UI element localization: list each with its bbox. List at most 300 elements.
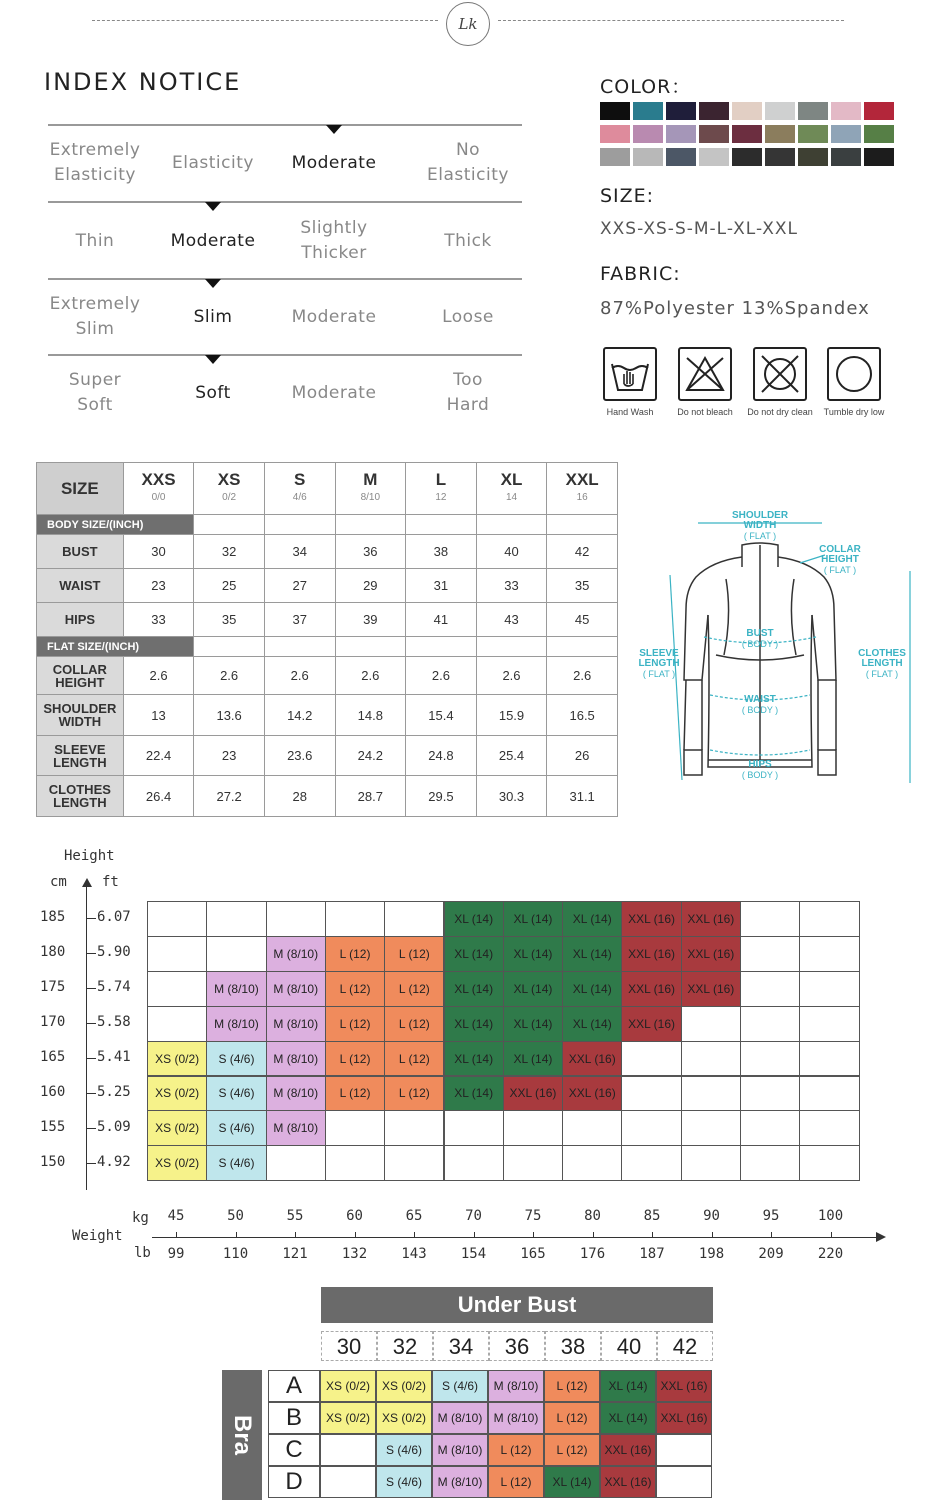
index-option: Thick [444, 230, 492, 251]
color-swatch[interactable] [633, 102, 663, 120]
size-us: 4/6 [292, 491, 307, 503]
size-grid-cell: XXL (16) [562, 1076, 622, 1112]
kg-tick-label: 65 [405, 1208, 423, 1224]
cm-tick-label: 185 [40, 909, 66, 926]
size-grid-cell [740, 936, 800, 972]
size-column-header [406, 463, 477, 515]
color-label: COLOR： [600, 76, 692, 98]
size-column-header [123, 463, 194, 515]
index-option: Moderate [291, 382, 377, 403]
height-tick [86, 1128, 96, 1129]
size-name: XXL [565, 469, 599, 489]
measure-value: 25 [194, 569, 265, 603]
color-swatch[interactable] [666, 102, 696, 120]
bra-size-cell: XL (14) [544, 1466, 600, 1498]
size-grid-cell [147, 971, 207, 1007]
index-option: Super Soft [68, 370, 122, 415]
size-grid-cell: L (12) [384, 936, 444, 972]
size-name: S [294, 469, 306, 489]
size-grid-cell: XL (14) [503, 901, 563, 937]
size-grid-cell: L (12) [325, 1041, 385, 1077]
care-label-tumble-dry: Tumble dry low [823, 407, 885, 417]
size-grid-cell: XXL (16) [681, 971, 741, 1007]
height-axis-title: Height [64, 848, 115, 864]
size-grid-cell [681, 1006, 741, 1042]
size-us: 12 [435, 491, 447, 503]
measure-value: 29.5 [406, 776, 477, 817]
color-swatch[interactable] [600, 148, 630, 166]
color-swatch[interactable] [633, 148, 663, 166]
kg-tick-label: 70 [465, 1208, 482, 1224]
color-swatches [600, 102, 896, 166]
cm-tick-label: 180 [40, 944, 66, 961]
index-option: Moderate [291, 306, 377, 327]
fabric-value: 87%Polyester 13%Spandex [600, 298, 870, 319]
size-column-header [547, 463, 618, 515]
label-clothes-length [852, 649, 912, 679]
size-grid-cell: XS (0/2) [147, 1110, 207, 1146]
bra-size-cell: L (12) [544, 1434, 600, 1466]
size-grid-cell [799, 936, 859, 972]
ft-tick-label: 5.41 [97, 1049, 131, 1066]
size-name: L [435, 469, 447, 489]
size-grid-cell [799, 971, 859, 1007]
shoulder-width-sub: ( FLAT ) [743, 531, 777, 541]
size-grid-cell: XL (14) [444, 1041, 504, 1077]
color-swatch[interactable] [798, 125, 828, 143]
size-grid-cell: L (12) [384, 1041, 444, 1077]
measure-value: 42 [547, 535, 618, 569]
measure-value: 35 [194, 603, 265, 637]
color-swatch[interactable] [831, 148, 861, 166]
index-option: Loose [442, 306, 494, 327]
top-divider-left [92, 20, 438, 21]
height-tick [86, 918, 96, 919]
color-swatch[interactable] [699, 125, 729, 143]
measure-value: 16.5 [547, 695, 618, 736]
collar-height-sub: ( FLAT ) [823, 565, 857, 575]
ft-tick-label: 5.25 [97, 1083, 131, 1100]
care-hand-wash [596, 347, 664, 417]
size-grid-cell [147, 1006, 207, 1042]
measure-value: 29 [335, 569, 406, 603]
measure-value: 45 [547, 603, 618, 637]
index-marker-icon [205, 279, 221, 288]
size-grid-cell [681, 1145, 741, 1181]
size-grid-cell [799, 1145, 859, 1181]
lb-tick-label: 154 [460, 1246, 487, 1262]
size-grid-cell [740, 971, 800, 1007]
color-swatch[interactable] [798, 148, 828, 166]
measure-value: 25.4 [476, 736, 547, 776]
size-grid-cell [621, 1041, 681, 1077]
bra-size-cell: XXL (16) [656, 1370, 712, 1402]
ft-tick-label: 5.90 [97, 944, 131, 961]
measure-value: 2.6 [476, 657, 547, 695]
measure-value: 23 [123, 569, 194, 603]
brand-logo [446, 2, 490, 46]
size-grid-cell: XL (14) [503, 971, 563, 1007]
kg-tick-label: 75 [524, 1208, 542, 1224]
weight-tick [176, 1232, 177, 1238]
size-grid-cell: XL (14) [503, 936, 563, 972]
size-grid-cell: M (8/10) [266, 1076, 326, 1112]
index-option: Elasticity [172, 152, 254, 173]
index-option: No Elasticity [427, 140, 509, 185]
sleeve-length-text: SLEEVE LENGTH [638, 648, 680, 669]
size-grid-cell: XL (14) [562, 901, 622, 937]
bust-sub: ( BODY ) [741, 639, 779, 649]
size-grid-cell [681, 1076, 741, 1112]
measure-label: CLOTHES LENGTH [37, 776, 124, 817]
ft-tick-label: 6.07 [97, 909, 131, 926]
weight-tick [236, 1232, 237, 1238]
cm-tick-label: 155 [40, 1118, 66, 1135]
lb-tick-label: 198 [698, 1246, 725, 1262]
measure-value: 28 [264, 776, 335, 817]
index-notice-title: INDEX NOTICE [44, 68, 242, 96]
measure-value: 33 [476, 569, 547, 603]
weight-tick [533, 1232, 534, 1238]
size-grid-cell: XXL (16) [681, 901, 741, 937]
label-sleeve-length [630, 649, 688, 679]
index-option: Extremely Elasticity [49, 140, 141, 185]
color-swatch[interactable] [864, 102, 894, 120]
index-option: Moderate [291, 152, 377, 173]
measure-value: 36 [335, 535, 406, 569]
size-grid-cell [384, 1145, 444, 1181]
size-grid-cell [444, 1145, 504, 1181]
bra-side-text: Bra [229, 1414, 256, 1456]
size-grid-cell: L (12) [384, 971, 444, 1007]
bust-text: BUST [746, 628, 774, 639]
kg-tick-label: 55 [286, 1208, 304, 1224]
kg-tick-label: 85 [643, 1208, 661, 1224]
bra-size-cell: L (12) [544, 1402, 600, 1434]
size-grid-cell: XL (14) [503, 1041, 563, 1077]
size-column-header [476, 463, 547, 515]
bra-size-cell [320, 1466, 376, 1498]
under-bust-value: 30 [321, 1331, 377, 1361]
size-grid-cell: XL (14) [562, 936, 622, 972]
blank-cell [406, 637, 477, 657]
label-collar-height [808, 545, 872, 575]
hand-wash-icon [603, 347, 657, 401]
weight-tick [355, 1232, 356, 1238]
measure-label: COLLAR HEIGHT [37, 657, 124, 695]
measure-value: 2.6 [335, 657, 406, 695]
color-swatch[interactable] [765, 148, 795, 166]
kg-tick-label: 90 [703, 1208, 720, 1224]
cup-label: D [268, 1466, 320, 1498]
measure-value: 37 [264, 603, 335, 637]
size-grid-cell [621, 1145, 681, 1181]
measure-value: 26 [547, 736, 618, 776]
size-grid-cell [740, 1110, 800, 1146]
clothes-length-text: CLOTHES LENGTH [858, 648, 906, 669]
measure-value: 30 [123, 535, 194, 569]
lb-tick-label: 110 [222, 1246, 249, 1262]
color-swatch[interactable] [732, 102, 762, 120]
size-grid-cell: M (8/10) [206, 1006, 266, 1042]
cm-unit-label: cm [50, 874, 67, 890]
lb-tick-label: 209 [758, 1246, 784, 1262]
measure-value: 43 [476, 603, 547, 637]
size-name: XXS [141, 469, 176, 489]
measure-value: 2.6 [194, 657, 265, 695]
color-swatch[interactable] [798, 102, 828, 120]
blank-cell [476, 637, 547, 657]
size-us: 14 [505, 491, 518, 503]
color-swatch[interactable] [765, 102, 795, 120]
size-grid-cell: S (4/6) [206, 1110, 266, 1146]
weight-axis-title: Weight [72, 1228, 123, 1244]
height-axis-arrow-icon [82, 878, 92, 887]
clothes-length-sub: ( FLAT ) [865, 669, 899, 679]
color-swatch[interactable] [765, 125, 795, 143]
weight-tick [771, 1232, 772, 1238]
index-option: Extremely Slim [49, 294, 141, 339]
measure-value: 23 [194, 736, 265, 776]
color-swatch[interactable] [666, 148, 696, 166]
size-grid-cell [503, 1145, 563, 1181]
size-grid-cell [325, 1110, 385, 1146]
under-bust-title: Under Bust [321, 1287, 713, 1323]
weight-axis-arrow-icon [876, 1232, 886, 1242]
lb-tick-label: 143 [401, 1246, 427, 1262]
size-grid-cell: M (8/10) [206, 971, 266, 1007]
size-label: SIZE: [600, 185, 655, 207]
flat-size-section: FLAT SIZE/(INCH) [37, 637, 194, 657]
label-waist [736, 695, 784, 715]
blank-cell [194, 515, 265, 535]
blank-cell [547, 637, 618, 657]
under-bust-value: 42 [657, 1331, 713, 1361]
measure-value: 26.4 [123, 776, 194, 817]
size-grid-cell [562, 1110, 622, 1146]
measure-label: HIPS [37, 603, 124, 637]
height-tick [86, 1163, 96, 1164]
measure-value: 27.2 [194, 776, 265, 817]
index-marker-icon [205, 202, 221, 211]
ft-tick-label: 4.92 [97, 1153, 131, 1170]
height-tick [86, 953, 96, 954]
index-option: Thin [75, 230, 115, 251]
cm-tick-label: 150 [40, 1153, 66, 1170]
bra-size-cell: XXL (16) [600, 1466, 656, 1498]
measure-value: 2.6 [547, 657, 618, 695]
measure-value: 2.6 [123, 657, 194, 695]
bra-size-cell: XS (0/2) [320, 1370, 376, 1402]
lb-tick-label: 99 [167, 1246, 185, 1262]
bra-size-cell: XL (14) [600, 1402, 656, 1434]
lb-unit-label: lb [134, 1245, 151, 1261]
size-grid-cell: M (8/10) [266, 1041, 326, 1077]
jacket-diagram [630, 505, 930, 795]
measure-value: 38 [406, 535, 477, 569]
height-tick [86, 988, 96, 989]
size-grid-cell [799, 1041, 859, 1077]
size-grid-cell [444, 1110, 504, 1146]
measure-value: 31 [406, 569, 477, 603]
measure-value: 2.6 [264, 657, 335, 695]
size-grid-cell: M (8/10) [266, 971, 326, 1007]
bra-size-cell [656, 1466, 712, 1498]
tumble-dry-icon [827, 347, 881, 401]
measure-value: 15.9 [476, 695, 547, 736]
blank-cell [335, 515, 406, 535]
index-divider [48, 201, 522, 203]
size-column-header [264, 463, 335, 515]
under-bust-value: 38 [545, 1331, 601, 1361]
lb-tick-label: 187 [639, 1246, 665, 1262]
size-grid-cell [740, 1006, 800, 1042]
size-grid-cell: S (4/6) [206, 1076, 266, 1112]
sleeve-length-sub: ( FLAT ) [642, 669, 676, 679]
color-swatch[interactable] [699, 148, 729, 166]
cup-label: A [268, 1370, 320, 1402]
measure-label: BUST [37, 535, 124, 569]
size-grid-cell [621, 1076, 681, 1112]
index-option: Moderate [170, 230, 256, 251]
size-grid-cell: XS (0/2) [147, 1041, 207, 1077]
size-grid-cell [325, 1145, 385, 1181]
waist-text: WAIST [744, 694, 776, 705]
label-hips [736, 760, 784, 780]
measure-value: 24.8 [406, 736, 477, 776]
size-grid-cell: XXL (16) [621, 971, 681, 1007]
kg-tick-label: 45 [167, 1208, 185, 1224]
size-grid-cell [562, 1145, 622, 1181]
index-option: Slightly Thicker [300, 218, 368, 263]
size-header: SIZE [37, 463, 124, 515]
size-grid-cell [384, 1110, 444, 1146]
under-bust-value: 32 [377, 1331, 433, 1361]
size-grid-cell: XL (14) [444, 1006, 504, 1042]
lb-tick-label: 121 [282, 1246, 308, 1262]
color-swatch[interactable] [732, 125, 762, 143]
measure-value: 15.4 [406, 695, 477, 736]
color-swatch[interactable] [666, 125, 696, 143]
size-grid-cell [799, 1110, 859, 1146]
measure-value: 14.8 [335, 695, 406, 736]
size-grid-cell: S (4/6) [206, 1145, 266, 1181]
size-grid-cell: L (12) [325, 1076, 385, 1112]
size-grid-cell [206, 936, 266, 972]
bra-size-cell: S (4/6) [432, 1370, 488, 1402]
size-grid-cell [147, 901, 207, 937]
size-grid-cell: XS (0/2) [147, 1145, 207, 1181]
bra-size-cell: M (8/10) [432, 1434, 488, 1466]
color-swatch[interactable] [699, 102, 729, 120]
collar-height-text: COLLAR HEIGHT [819, 544, 861, 565]
hips-text: HIPS [748, 759, 772, 770]
bra-size-cell: XL (14) [600, 1370, 656, 1402]
size-grid-cell [325, 901, 385, 937]
size-grid-cell: XL (14) [444, 901, 504, 937]
measure-label: WAIST [37, 569, 124, 603]
weight-tick [712, 1232, 713, 1238]
size-grid-cell: L (12) [325, 971, 385, 1007]
height-axis-line [86, 885, 87, 1190]
color-swatch[interactable] [600, 102, 630, 120]
size-grid-cell [799, 1076, 859, 1112]
ft-tick-label: 5.58 [97, 1014, 131, 1031]
size-table [36, 462, 618, 817]
under-bust-value: 40 [601, 1331, 657, 1361]
size-column-header [335, 463, 406, 515]
size-grid-cell [740, 1145, 800, 1181]
color-swatch[interactable] [864, 125, 894, 143]
bra-size-cell [656, 1434, 712, 1466]
weight-tick [474, 1232, 475, 1238]
lb-tick-label: 165 [520, 1246, 546, 1262]
index-marker-icon [205, 355, 221, 364]
bra-size-cell: L (12) [544, 1370, 600, 1402]
kg-tick-label: 60 [346, 1208, 363, 1224]
kg-tick-label: 80 [584, 1208, 601, 1224]
size-grid-cell: XXL (16) [681, 936, 741, 972]
waist-sub: ( BODY ) [741, 705, 779, 715]
index-option: Soft [195, 382, 231, 403]
color-swatch[interactable] [600, 125, 630, 143]
bra-size-cell: M (8/10) [432, 1402, 488, 1434]
size-us: 16 [576, 491, 588, 503]
size-grid-cell [621, 1110, 681, 1146]
cm-tick-label: 160 [40, 1083, 66, 1100]
measure-value: 31.1 [547, 776, 618, 817]
size-grid-cell: S (4/6) [206, 1041, 266, 1077]
blank-cell [547, 515, 618, 535]
care-label-hand-wash: Hand Wash [606, 407, 654, 417]
ft-tick-label: 5.09 [97, 1118, 131, 1135]
care-no-dry-clean [746, 347, 814, 417]
color-swatch[interactable] [831, 102, 861, 120]
measure-label: SLEEVE LENGTH [37, 736, 124, 776]
size-grid-cell: L (12) [325, 1006, 385, 1042]
measure-value: 39 [335, 603, 406, 637]
index-divider [48, 354, 522, 356]
color-swatch[interactable] [864, 148, 894, 166]
bra-size-cell: L (12) [488, 1466, 544, 1498]
under-bust-value: 36 [489, 1331, 545, 1361]
size-us: 0/2 [222, 491, 237, 503]
lb-tick-label: 132 [341, 1246, 368, 1262]
size-name: M [363, 469, 378, 489]
bra-size-cell: S (4/6) [376, 1466, 432, 1498]
color-swatch[interactable] [633, 125, 663, 143]
size-grid-cell [147, 936, 207, 972]
measure-value: 34 [264, 535, 335, 569]
bra-size-cell: M (8/10) [488, 1402, 544, 1434]
height-tick [86, 1058, 96, 1059]
measure-value: 35 [547, 569, 618, 603]
height-tick [86, 1093, 96, 1094]
cup-label: C [268, 1434, 320, 1466]
bra-size-cell: L (12) [488, 1434, 544, 1466]
bra-size-cell: S (4/6) [376, 1434, 432, 1466]
color-swatch[interactable] [732, 148, 762, 166]
size-grid-cell: L (12) [384, 1006, 444, 1042]
size-us: 0/0 [151, 491, 166, 503]
measure-value: 28.7 [335, 776, 406, 817]
color-swatch[interactable] [831, 125, 861, 143]
care-label-no-dry-clean: Do not dry clean [747, 407, 813, 417]
weight-tick [652, 1232, 653, 1238]
bra-size-cell: XXL (16) [656, 1402, 712, 1434]
kg-unit-label: kg [132, 1210, 149, 1226]
care-label-no-bleach: Do not bleach [677, 407, 733, 417]
